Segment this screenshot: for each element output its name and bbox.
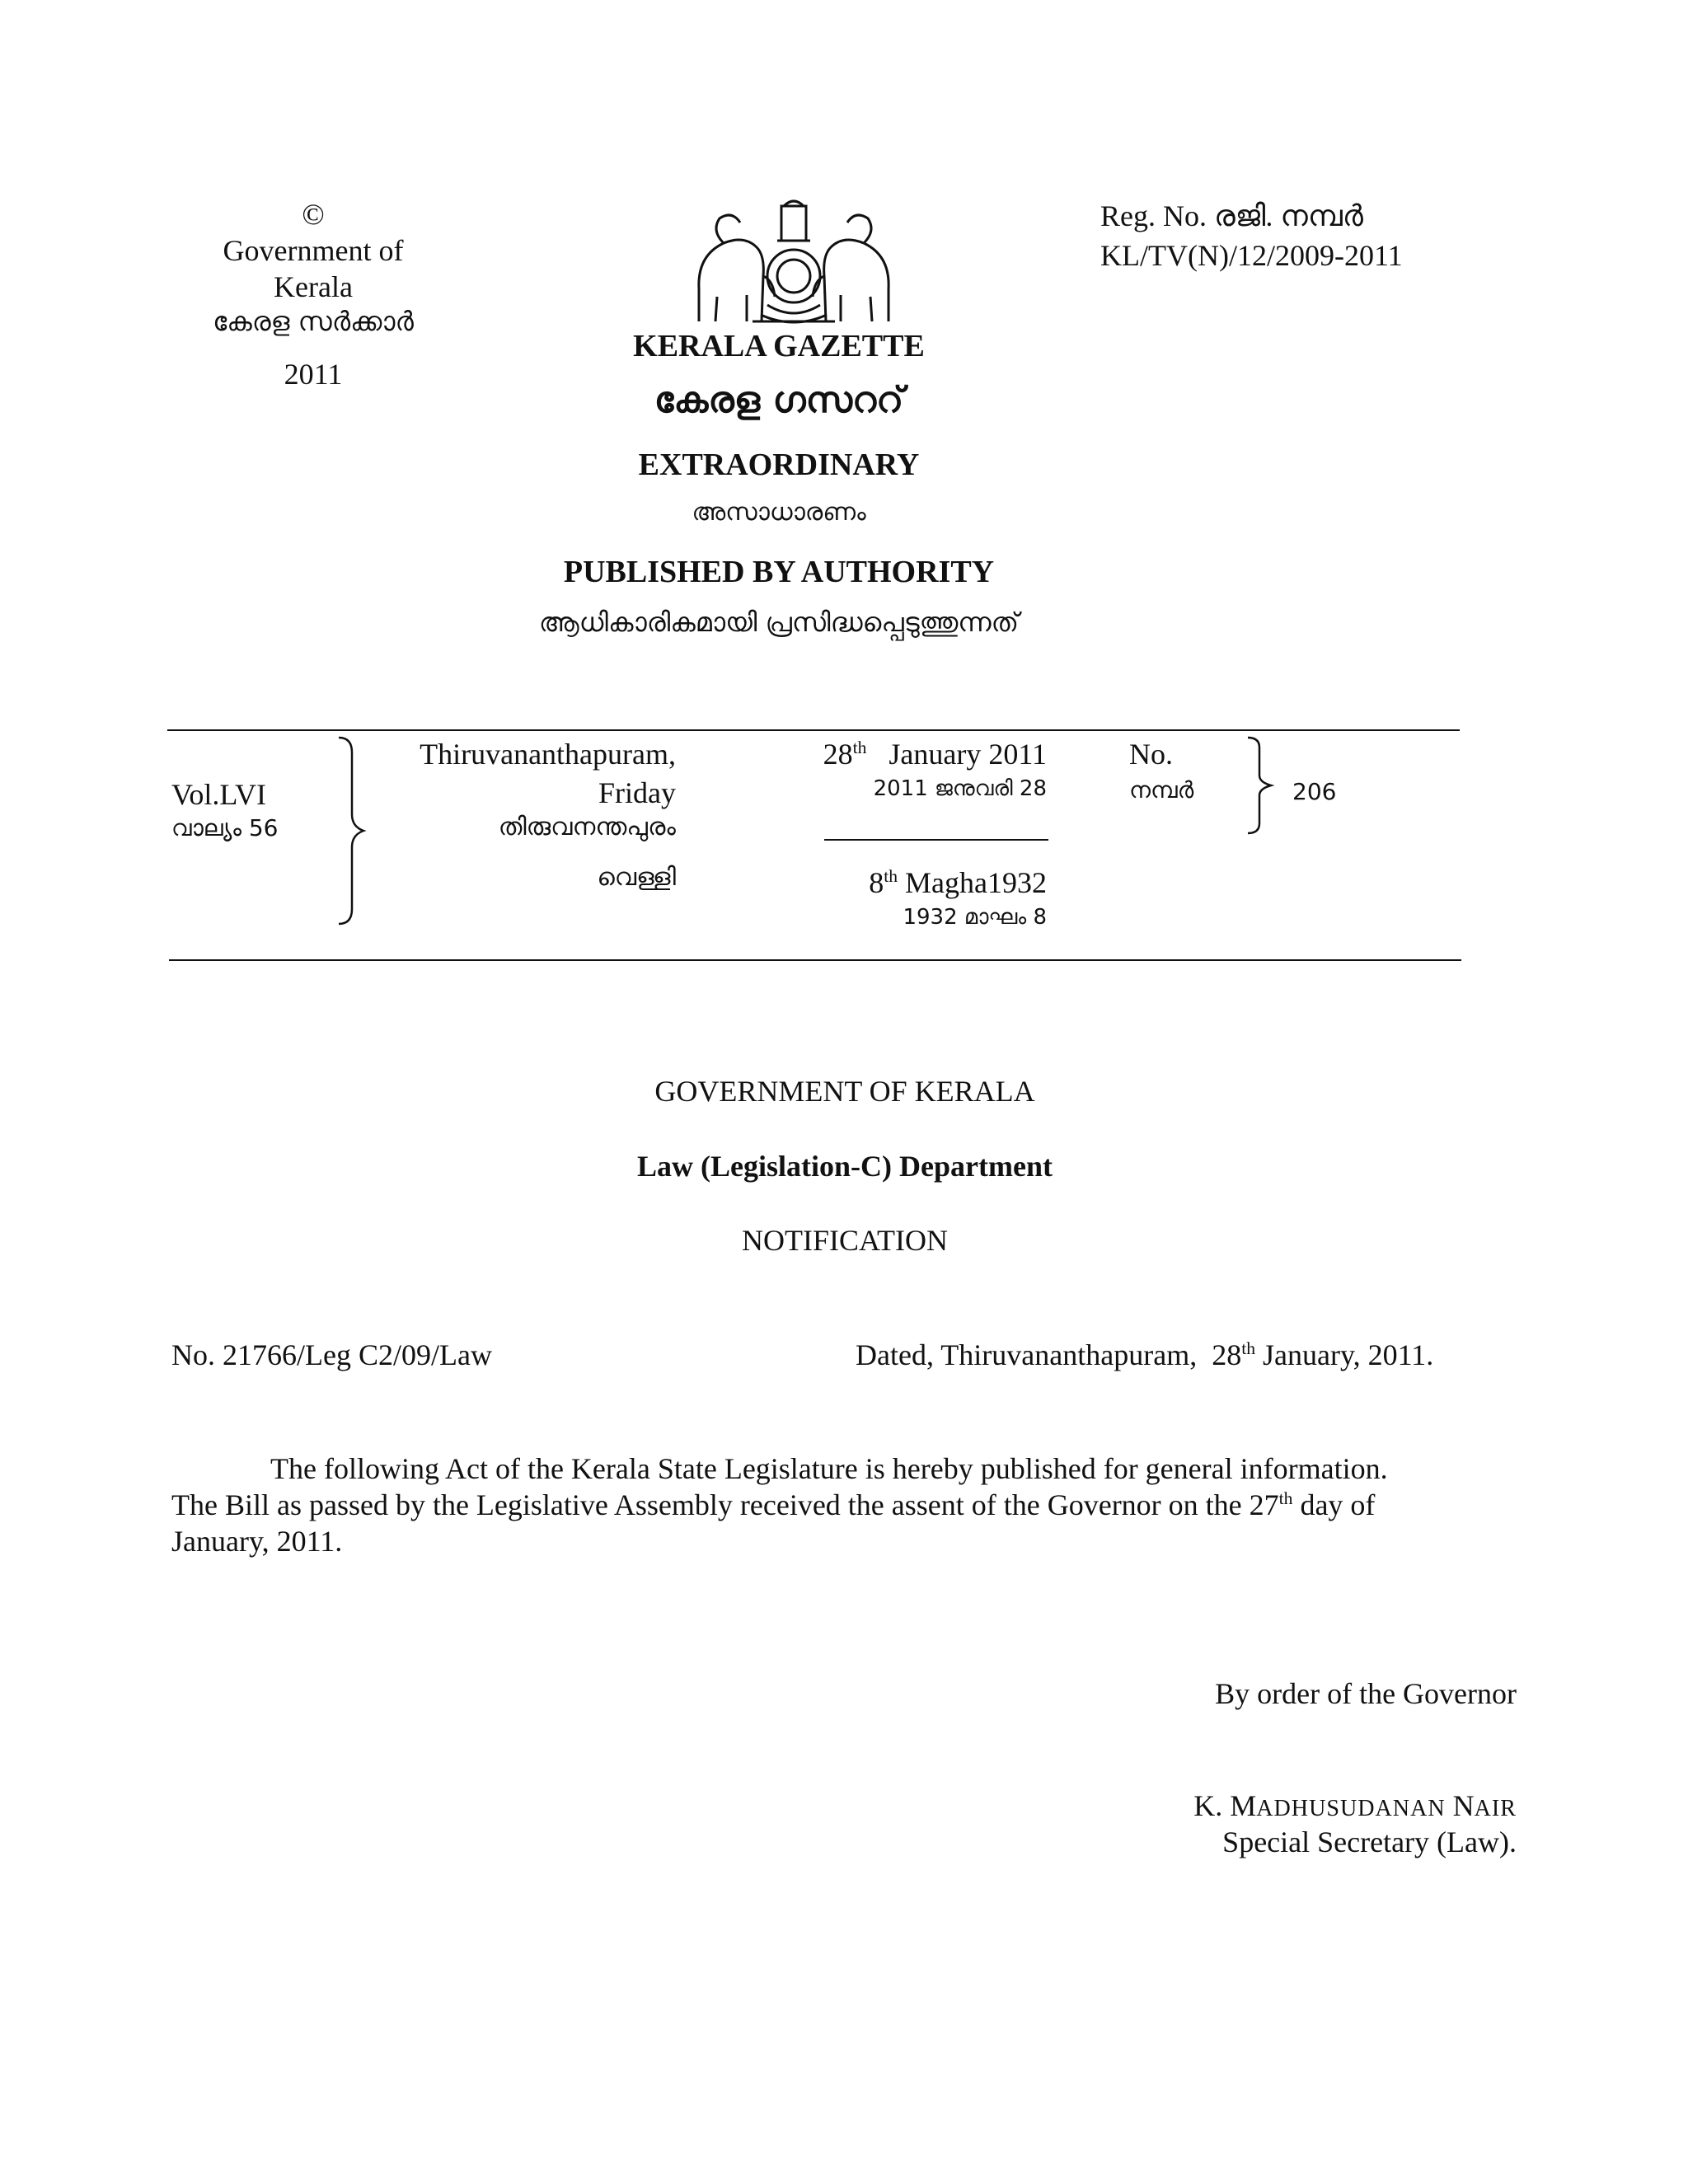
number-label-mal: നമ്പർ <box>1129 776 1194 804</box>
volume-label-mal: വാല്യം 56 <box>171 814 279 841</box>
paragraph-line2-b: day of <box>1292 1488 1376 1521</box>
saka-date <box>742 865 1047 900</box>
department-heading: Law (Legislation-C) Department <box>637 1150 1053 1183</box>
paragraph-line2-sup: th <box>1278 1488 1293 1508</box>
dated-prefix: Dated, Thiruvananthapuram, 28 <box>856 1338 1242 1371</box>
reference-number: No. 21766/Leg C2/09/Law <box>171 1338 492 1371</box>
issue-date-sup: th <box>852 738 867 757</box>
issue-date-rest: January 2011 <box>889 738 1047 771</box>
issue-top-rule <box>167 729 1460 731</box>
issue-date-day: 28 <box>823 738 853 771</box>
paragraph-line2-a: The Bill as passed by the Legislative Assembly received the assent of the Governor on the 27 <box>171 1488 1279 1521</box>
extraordinary-label: EXTRAORDINARY <box>638 448 920 482</box>
copyright-symbol: © <box>302 198 325 231</box>
issue-place-mal: തിരുവനന്തപുരം <box>498 813 676 841</box>
by-order-line: By order of the Governor <box>1215 1677 1517 1710</box>
notification-heading: NOTIFICATION <box>742 1224 948 1257</box>
paragraph-line3: January, 2011. <box>171 1525 343 1558</box>
signatory-designation: Special Secretary (Law). <box>1222 1825 1517 1858</box>
gazette-title-mal: കേരള ഗസററ് <box>654 379 904 421</box>
notification-paragraph <box>171 1451 1517 1559</box>
reg-line2: KL/TV(N)/12/2009-2011 <box>1100 239 1403 272</box>
saka-date-sup: th <box>884 866 898 886</box>
reg-line1: Reg. No. രജി. നമ്പർ <box>1100 199 1363 232</box>
saka-date-rest: Magha1932 <box>905 866 1047 899</box>
published-label-mal: ആധികാരികമായി പ്രസിദ്ധപ്പെടുത്തുന്നത് <box>538 607 1020 638</box>
paragraph-line1: The following Act of the Kerala State Legislature is hereby published for general information. <box>270 1452 1388 1485</box>
extraordinary-label-mal: അസാധാരണം <box>692 498 866 527</box>
copyright-mal: കേരള സർക്കാർ <box>213 306 414 337</box>
issue-bottom-rule <box>169 959 1461 961</box>
dated-line <box>856 1338 1433 1372</box>
saka-date-day: 8 <box>869 866 884 899</box>
issue-date-mal: 2011 ജനുവരി 28 <box>873 776 1047 801</box>
saka-date-mal: 1932 മാഘം 8 <box>903 905 1047 930</box>
issue-place: Thiruvananthapuram, <box>420 738 676 771</box>
government-heading: GOVERNMENT OF KERALA <box>654 1075 1035 1108</box>
volume-label: Vol.LVI <box>171 778 267 811</box>
copyright-line1: Government of <box>223 234 404 267</box>
issue-date <box>742 737 1047 771</box>
registration-block <box>1100 196 1529 275</box>
copyright-block <box>190 196 437 392</box>
number-label: No. <box>1129 738 1173 771</box>
issue-number: 206 <box>1292 778 1337 805</box>
dated-suffix: January, 2011. <box>1255 1338 1434 1371</box>
paragraph-line2 <box>171 1487 1517 1523</box>
dated-sup: th <box>1241 1338 1255 1358</box>
copyright-year: 2011 <box>284 358 343 391</box>
date-divider <box>824 839 1048 841</box>
copyright-line2: Kerala <box>274 270 353 303</box>
kerala-emblem-icon <box>682 198 905 330</box>
right-brace-icon <box>1245 736 1278 835</box>
issue-day: Friday <box>598 776 676 809</box>
published-label: PUBLISHED BY AUTHORITY <box>563 555 995 589</box>
issue-day-mal: വെള്ളി <box>597 863 676 892</box>
signatory-name: K. MADHUSUDANAN NAIR <box>1193 1789 1517 1822</box>
gazette-title: KERALA GAZETTE <box>633 329 925 363</box>
